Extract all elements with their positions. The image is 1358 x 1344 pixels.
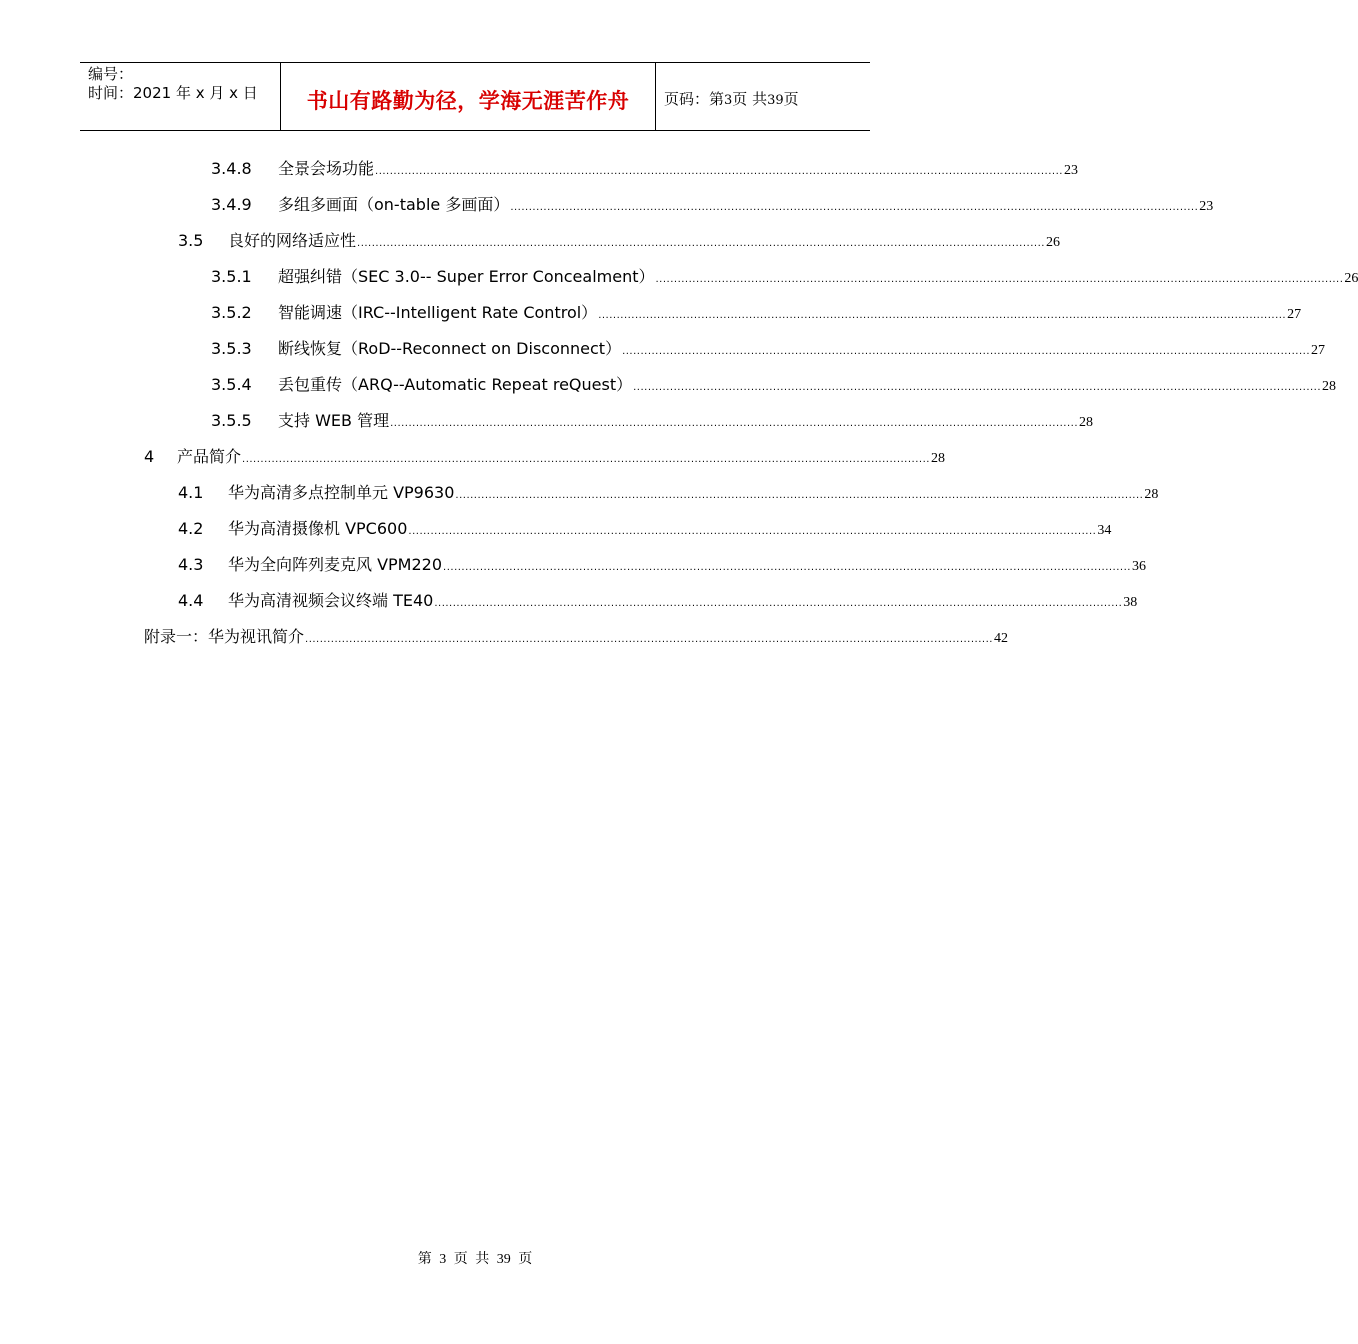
- toc-leader: ...........................................................................................................................................................................................: [390, 418, 1079, 429]
- toc-entry[interactable]: [178, 588, 1138, 612]
- page-header: [80, 62, 870, 131]
- page-footer: 第 3 页 共 39 页: [417, 1252, 533, 1267]
- toc-number: 3.5.5: [211, 411, 252, 430]
- toc-leader: ...........................................................................................................................................................................................: [434, 598, 1123, 609]
- toc-title: 多组多画面（on-table 多画面）: [278, 195, 510, 214]
- toc-page-number: 27: [1311, 343, 1325, 358]
- toc-leader: ...........................................................................................................................................................................................: [242, 454, 930, 465]
- toc-entry[interactable]: [211, 300, 1302, 324]
- toc-page-number: 28: [1322, 379, 1337, 394]
- page-prefix: 页码：第: [664, 90, 725, 108]
- toc-page-number: 26: [1045, 235, 1060, 250]
- toc-leader: ...........................................................................................................................................................................................: [633, 382, 1322, 393]
- toc-title: 华为高清摄像机 VPC600: [228, 519, 408, 538]
- toc-number: 3.5.1: [211, 267, 252, 286]
- toc-page-number: 28: [930, 451, 945, 466]
- toc-title: 智能调速（IRC--Intelligent Rate Control）: [278, 303, 598, 322]
- toc-leader: ...........................................................................................................................................................................................: [305, 634, 993, 645]
- toc-title: 断线恢复（RoD--Reconnect on Disconnect）: [278, 339, 622, 358]
- time-label: 时间：2021 年 x 月 x 日: [88, 84, 258, 102]
- toc-entry[interactable]: [211, 156, 1078, 180]
- toc-page-number: 34: [1097, 523, 1112, 538]
- toc-title: 华为高清视频会议终端 TE40: [228, 591, 434, 610]
- toc-title: 丢包重传（ARQ--Automatic Repeat reQuest）: [278, 375, 633, 394]
- toc-title: 超强纠错（SEC 3.0-- Super Error Concealment）: [278, 267, 655, 286]
- page-total: 39: [767, 93, 784, 108]
- toc-title: 支持 WEB 管理: [278, 411, 390, 430]
- toc-leader: ...........................................................................................................................................................................................: [598, 310, 1287, 321]
- header-page-info: [664, 88, 799, 109]
- toc-page-number: 36: [1131, 559, 1146, 574]
- toc-number: 4.3: [178, 555, 204, 574]
- toc-page-number: 27: [1287, 307, 1302, 322]
- toc-leader: ...........................................................................................................................................................................................: [455, 490, 1144, 501]
- header-divider-right: [655, 63, 656, 130]
- toc-entry[interactable]: [211, 372, 1337, 396]
- toc-page-number: 26: [1344, 271, 1358, 286]
- toc-title: 良好的网络适应性: [228, 231, 357, 250]
- toc-leader: ...........................................................................................................................................................................................: [443, 562, 1131, 573]
- toc-entry[interactable]: [178, 228, 1060, 252]
- toc-number: 4.2: [178, 519, 204, 538]
- toc-number: 3.5.3: [211, 339, 252, 358]
- toc-leader: ...........................................................................................................................................................................................: [510, 202, 1199, 213]
- toc-leader: ...........................................................................................................................................................................................: [375, 166, 1063, 177]
- toc-entry[interactable]: [211, 264, 1358, 288]
- page-current: 3: [724, 93, 733, 108]
- toc-page-number: 38: [1123, 595, 1138, 610]
- page-suffix: 页: [783, 90, 799, 108]
- toc-page-number: 23: [1063, 163, 1078, 178]
- toc-title: 附录一：华为视讯简介: [144, 627, 305, 646]
- toc-entry[interactable]: [178, 516, 1112, 540]
- toc-number: 3.5: [178, 231, 204, 250]
- toc-entry[interactable]: [211, 192, 1214, 216]
- toc-number: 3.4.8: [211, 159, 252, 178]
- toc-number: 4: [144, 447, 155, 466]
- toc-number: 3.4.9: [211, 195, 252, 214]
- toc-number: 3.5.2: [211, 303, 252, 322]
- toc-number: 3.5.4: [211, 375, 252, 394]
- toc-leader: ...........................................................................................................................................................................................: [622, 346, 1310, 357]
- header-meta: [88, 65, 280, 103]
- toc-leader: ...........................................................................................................................................................................................: [357, 238, 1045, 249]
- toc-page-number: 28: [1079, 415, 1094, 430]
- toc-entry[interactable]: [178, 552, 1146, 576]
- toc-entry[interactable]: [144, 624, 1008, 648]
- toc-leader: ...........................................................................................................................................................................................: [655, 274, 1344, 285]
- serial-label: 编号：: [88, 65, 134, 83]
- toc-entry[interactable]: [144, 444, 945, 468]
- page-mid: 页 共: [732, 90, 768, 108]
- toc-leader: ...........................................................................................................................................................................................: [408, 526, 1097, 537]
- toc-entry[interactable]: [211, 408, 1094, 432]
- toc-page-number: 42: [993, 631, 1008, 646]
- toc-title: 全景会场功能: [278, 159, 375, 178]
- toc-title: 华为高清多点控制单元 VP9630: [228, 483, 455, 502]
- toc-page-number: 23: [1199, 199, 1214, 214]
- toc-number: 4.1: [178, 483, 204, 502]
- toc-number: 4.4: [178, 591, 204, 610]
- toc-title: 产品简介: [177, 447, 242, 466]
- toc-title: 华为全向阵列麦克风 VPM220: [228, 555, 443, 574]
- header-motto: 书山有路勤为径，学海无涯苦作舟: [306, 89, 630, 113]
- toc-entry[interactable]: [178, 480, 1159, 504]
- toc-page-number: 28: [1144, 487, 1159, 502]
- toc-entry[interactable]: [211, 336, 1325, 360]
